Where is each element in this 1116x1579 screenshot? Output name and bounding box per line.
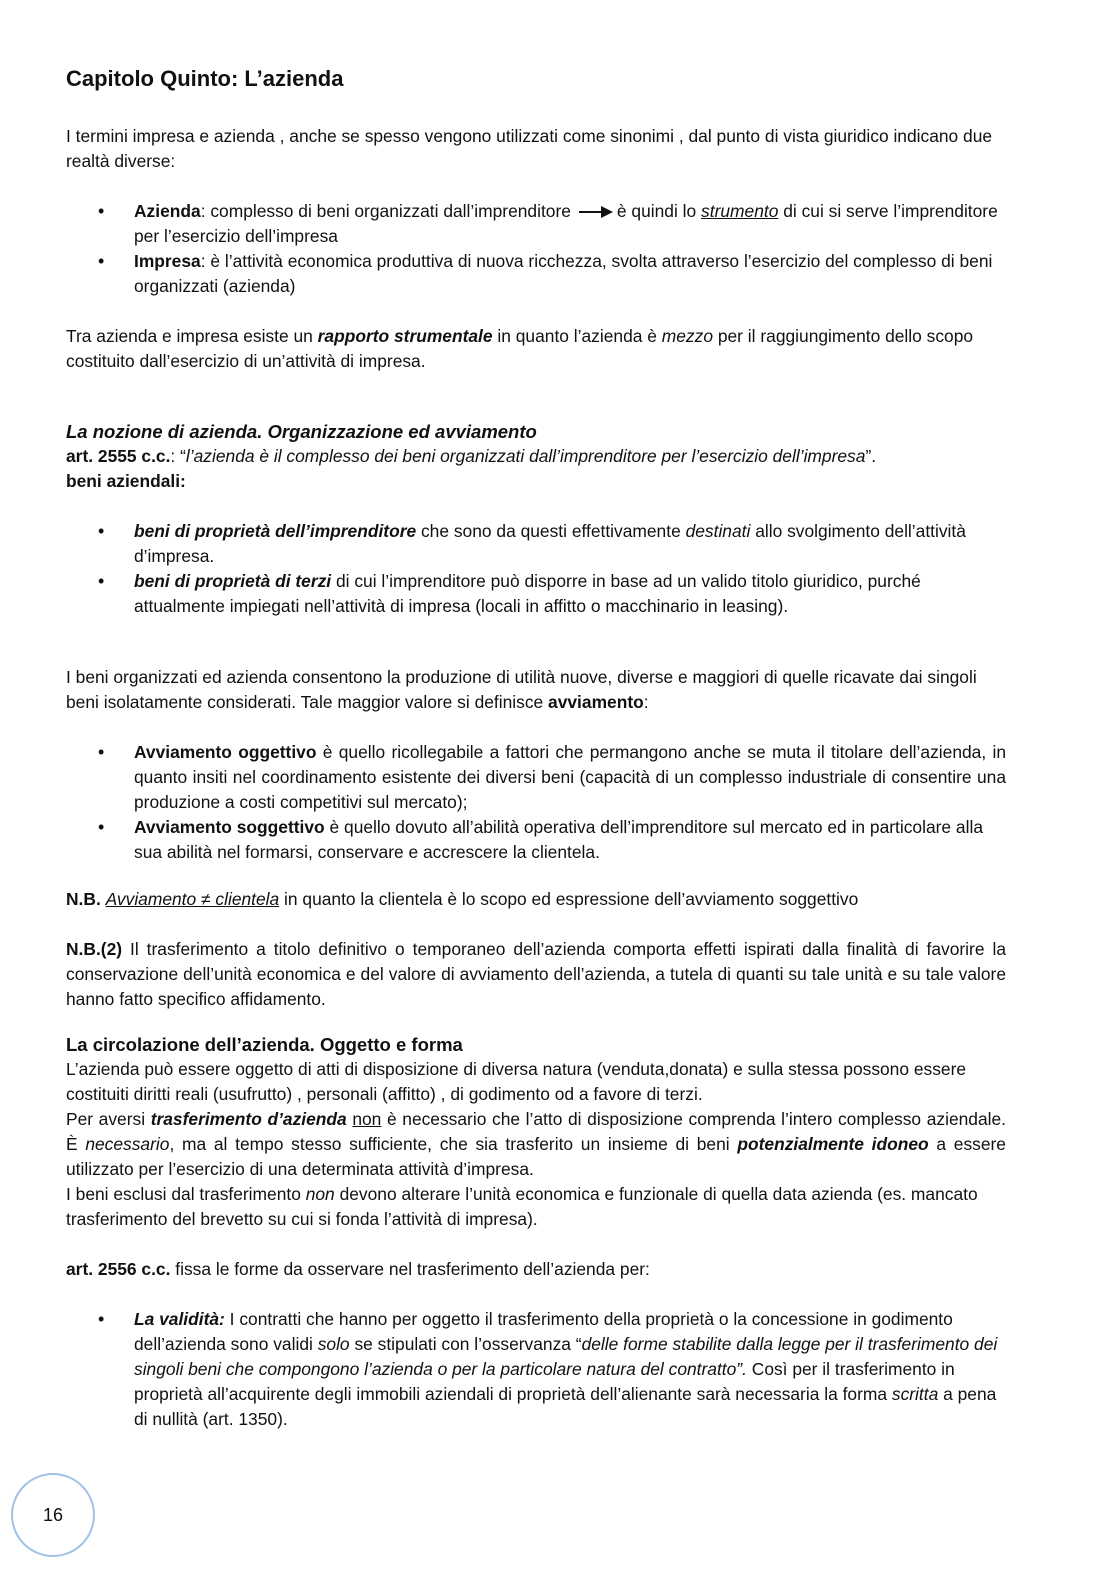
avviamento-paragraph: I beni organizzati ed azienda consentono la produzione di utilità nuove, diverse e maggiori di quelle ricavate dai singoli beni isolatamente considerati. Tale maggior valore si definisce avviamento: bbox=[66, 667, 977, 712]
intro-paragraph: I termini impresa e azienda , anche se spesso vengono utilizzati come sinonimi , dal punto di vista giuridico indicano due realtà diverse: bbox=[66, 126, 993, 171]
chapter-title: Capitolo Quinto: L’azienda bbox=[66, 66, 344, 91]
list-item-beni-terzi: • beni di proprietà di terzi di cui l’imprenditore può disporre in base ad un valido titolo giuridico, purché attualmente impiegati nell’attività di impresa (locali in affitto o macchinario in leasing). bbox=[66, 569, 1006, 619]
circolazione-p3: I beni esclusi dal trasferimento non devono alterare l’unità economica e funzionale di quella data azienda (es. mancato trasferimento del brevetto su cui si fonda l’attività di impresa). bbox=[66, 1184, 978, 1229]
art-2555-line: art. 2555 c.c.: “l’azienda è il complesso dei beni organizzati dall’imprenditore per l’esercizio dell’impresa”. bbox=[66, 446, 877, 466]
list-item-validita: • La validità: I contratti che hanno per oggetto il trasferimento della proprietà o la concessione in godimento dell’azienda sono validi solo se stipulati con l’osservanza “delle forme stabilite dalla legge per il trasferimento dei singoli beni che compongono l’azienda o per la particolare natura del contratto”. Così per il trasferimento in proprietà all’acquirente degli immobili aziendali di proprietà dell’alienante sarà necessaria la forma scritta a pena di nullità (art. 1350). bbox=[66, 1307, 1006, 1432]
art-2556-line: art. 2556 c.c. fissa le forme da osservare nel trasferimento dell’azienda per: bbox=[66, 1259, 650, 1279]
page-number: 16 bbox=[11, 1473, 95, 1557]
definitions-list bbox=[66, 199, 1006, 299]
avviamento-list bbox=[66, 740, 1006, 865]
section-heading-circolazione: La circolazione dell’azienda. Oggetto e forma bbox=[66, 1034, 463, 1055]
circolazione-p1: L’azienda può essere oggetto di atti di disposizione di diversa natura (venduta,donata) e sulla stessa possono essere costituiti diritti reali (usufrutto) , personali (affitto) , di godimento od a favore di terzi. bbox=[66, 1059, 967, 1104]
list-item-avviamento-soggettivo: • Avviamento soggettivo è quello dovuto all’abilità operativa dell’imprenditore sul mercato ed in particolare alla sua abilità nel formarsi, conservare e accrescere la clientela. bbox=[66, 815, 1006, 865]
circolazione-p2: Per aversi trasferimento d’azienda non è necessario che l’atto di disposizione comprenda l’intero complesso aziendale. È necessario, ma al tempo stesso sufficiente, che sia trasferito un insieme di beni potenzialmente idoneo a essere utilizzato per l’esercizio di una determinata attività d’impresa. bbox=[66, 1109, 1006, 1179]
list-item-avviamento-oggettivo: • Avviamento oggettivo è quello ricollegabile a fattori che permangono anche se muta il titolare dell’azienda, in quanto insiti nel coordinamento esistente dei diversi beni (capacità di un complesso industriale di consentire una produzione a costi competitivi sul mercato); bbox=[66, 740, 1006, 815]
nota-bene-1: N.B. Avviamento ≠ clientela in quanto la clientela è lo scopo ed espressione dell’avviamento soggettivo bbox=[66, 889, 859, 909]
arrow-right-icon bbox=[579, 205, 613, 219]
beni-list bbox=[66, 519, 1006, 619]
list-item-beni-imprenditore: • beni di proprietà dell’imprenditore che sono da questi effettivamente destinati allo svolgimento dell’attività d’impresa. bbox=[66, 519, 1006, 569]
rapporto-paragraph: Tra azienda e impresa esiste un rapporto strumentale in quanto l’azienda è mezzo per il raggiungimento dello scopo costituito dall’esercizio di un’attività di impresa. bbox=[66, 326, 974, 371]
document-page bbox=[66, 64, 1006, 1457]
list-item-impresa: • Impresa: è l’attività economica produttiva di nuova ricchezza, svolta attraverso l’esercizio del complesso di beni organizzati (azienda) bbox=[66, 249, 1006, 299]
nota-bene-2: N.B.(2) Il trasferimento a titolo definitivo o temporaneo dell’azienda comporta effetti ispirati dalla finalità di favorire la conservazione dell’unità economica e del valore di avviamento dell’azienda, a tutela di quanti su tale unità e su tale valore hanno fatto specifico affidamento. bbox=[66, 939, 1006, 1009]
beni-aziendali-label: beni aziendali: bbox=[66, 471, 186, 491]
section-heading-nozione: La nozione di azienda. Organizzazione ed avviamento bbox=[66, 421, 537, 442]
list-item-azienda: • Azienda: complesso di beni organizzati dall’imprenditore è quindi lo strumento di cui si serve l’imprenditore per l’esercizio dell’impresa bbox=[66, 199, 1006, 249]
forme-list bbox=[66, 1307, 1006, 1432]
